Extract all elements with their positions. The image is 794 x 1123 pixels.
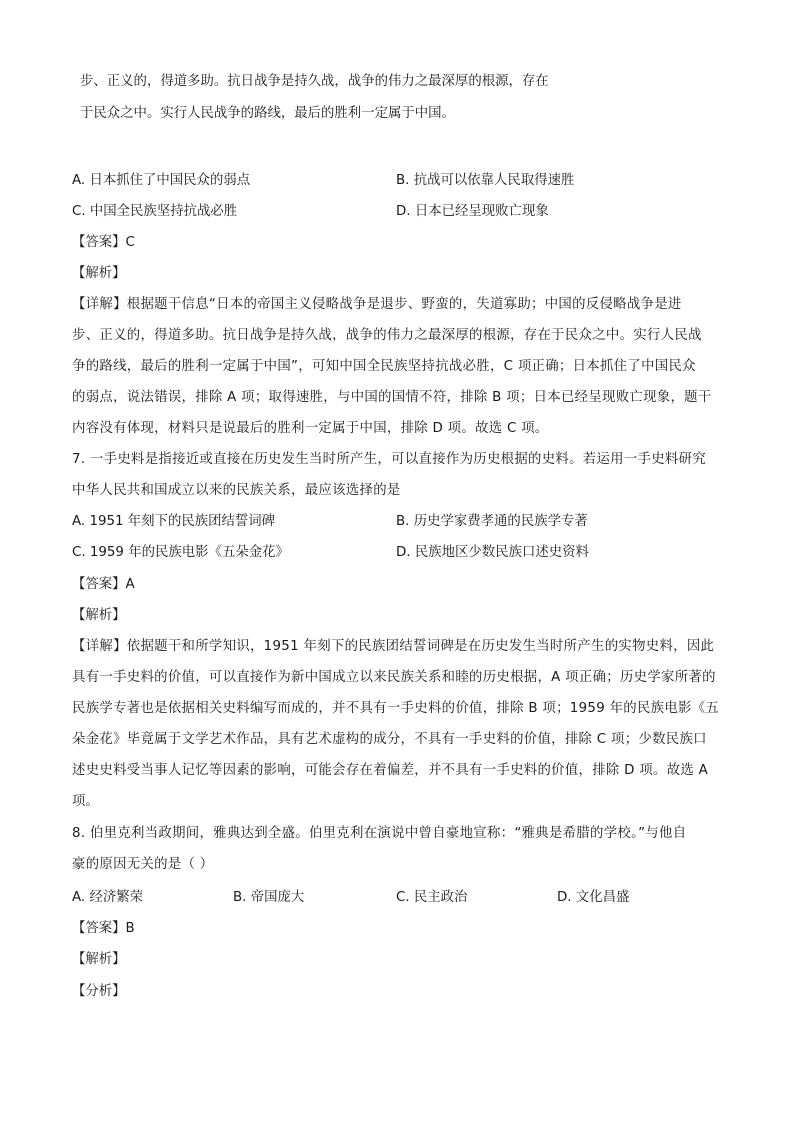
q7-answer: 【答案】A — [72, 577, 135, 592]
q6-option-c: C. 中国全民族坚持抗战必胜 — [72, 204, 238, 219]
q6-option-b: B. 抗战可以依靠人民取得速胜 — [396, 173, 575, 188]
q7-option-d: D. 民族地区少数民族口述史资料 — [396, 545, 589, 560]
q6-detail-line: 【详解】根据题干信息“日本的帝国主义侵略战争是退步、野蛮的，失道寡助；中国的反侵略战争是进 — [72, 297, 682, 312]
q6-answer: 【答案】C — [72, 235, 135, 250]
q7-analysis-label: 【解析】 — [72, 608, 126, 623]
q7-detail-line: 具有一手史料的价值，可以直接作为新中国成立以来民族关系和睦的历史根据，A 项正确；历史学家所著的 — [72, 670, 716, 685]
intro-line: 步、正义的，得道多助。抗日战争是持久战，战争的伟力之最深厚的根源，存在 — [80, 74, 549, 89]
q6-detail-line: 的弱点，说法错误，排除 A 项；取得速胜，与中国的国情不符，排除 B 项；日本已经呈现败亡现象，题干 — [72, 390, 712, 405]
q7-detail-line: 【详解】依据题干和所学知识，1951 年刻下的民族团结誓词碑是在历史发生当时所产生的实物史料，因此 — [72, 639, 715, 654]
q7-detail-line: 民族学专著也是依据相关史料编写而成的，并不具有一手史料的价值，排除 B 项；1959 年的民族电影《五 — [72, 701, 720, 716]
q8-stem-line: 8. 伯里克利当政期间，雅典达到全盛。伯里克利在演说中曾自豪地宣称：“雅典是希腊的学校。”与他自 — [72, 826, 687, 841]
q8-option-d: D. 文化昌盛 — [557, 890, 630, 905]
q6-detail-line: 内容没有体现，材料只是说最后的胜利一定属于中国，排除 D 项。故选 C 项。 — [72, 421, 549, 436]
q8-answer: 【答案】B — [72, 921, 135, 936]
q6-option-d: D. 日本已经呈现败亡现象 — [396, 204, 549, 219]
q7-option-a: A. 1951 年刻下的民族团结誓词碑 — [72, 514, 276, 529]
q7-detail-line: 述史史料受当事人记忆等因素的影响，可能会存在着偏差，并不具有一手史料的价值，排除 D 项。故选 A — [72, 763, 709, 778]
q6-option-a: A. 日本抓住了中国民众的弱点 — [72, 173, 251, 188]
q7-stem-line: 7. 一手史料是指接近或直接在历史发生当时所产生，可以直接作为历史根据的史料。若运用一手史料研究 — [72, 452, 707, 467]
q7-stem-line: 中华人民共和国成立以来的民族关系，最应该选择的是 — [72, 483, 401, 498]
q8-stem-line: 豪的原因无关的是（ ） — [72, 857, 214, 872]
q6-detail-line: 争的路线，最后的胜利一定属于中国”，可知中国全民族坚持抗战必胜，C 项正确；日本抓住了中国民众 — [72, 359, 696, 374]
q8-option-a: A. 经济繁荣 — [72, 890, 143, 905]
q6-detail-line: 步、正义的，得道多助。抗日战争是持久战，战争的伟力之最深厚的根源，存在于民众之中。实行人民战 — [72, 328, 702, 343]
q7-option-c: C. 1959 年的民族电影《五朵金花》 — [72, 545, 289, 560]
q7-option-b: B. 历史学家费孝通的民族学专著 — [396, 514, 588, 529]
q7-detail-line: 朵金花》毕竟属于文学艺术作品，具有艺术虚构的成分，不具有一手史料的价值，排除 C 项；少数民族口 — [72, 732, 707, 747]
intro-line: 于民众之中。实行人民战争的路线，最后的胜利一定属于中国。 — [80, 106, 455, 121]
q8-analysis-label: 【解析】 — [72, 952, 126, 967]
q6-analysis-label: 【解析】 — [72, 266, 126, 281]
q8-fenxi-label: 【分析】 — [72, 984, 126, 999]
q8-option-c: C. 民主政治 — [396, 890, 468, 905]
q7-detail-line: 项。 — [72, 794, 99, 809]
q8-option-b: B. 帝国庞大 — [233, 890, 305, 905]
